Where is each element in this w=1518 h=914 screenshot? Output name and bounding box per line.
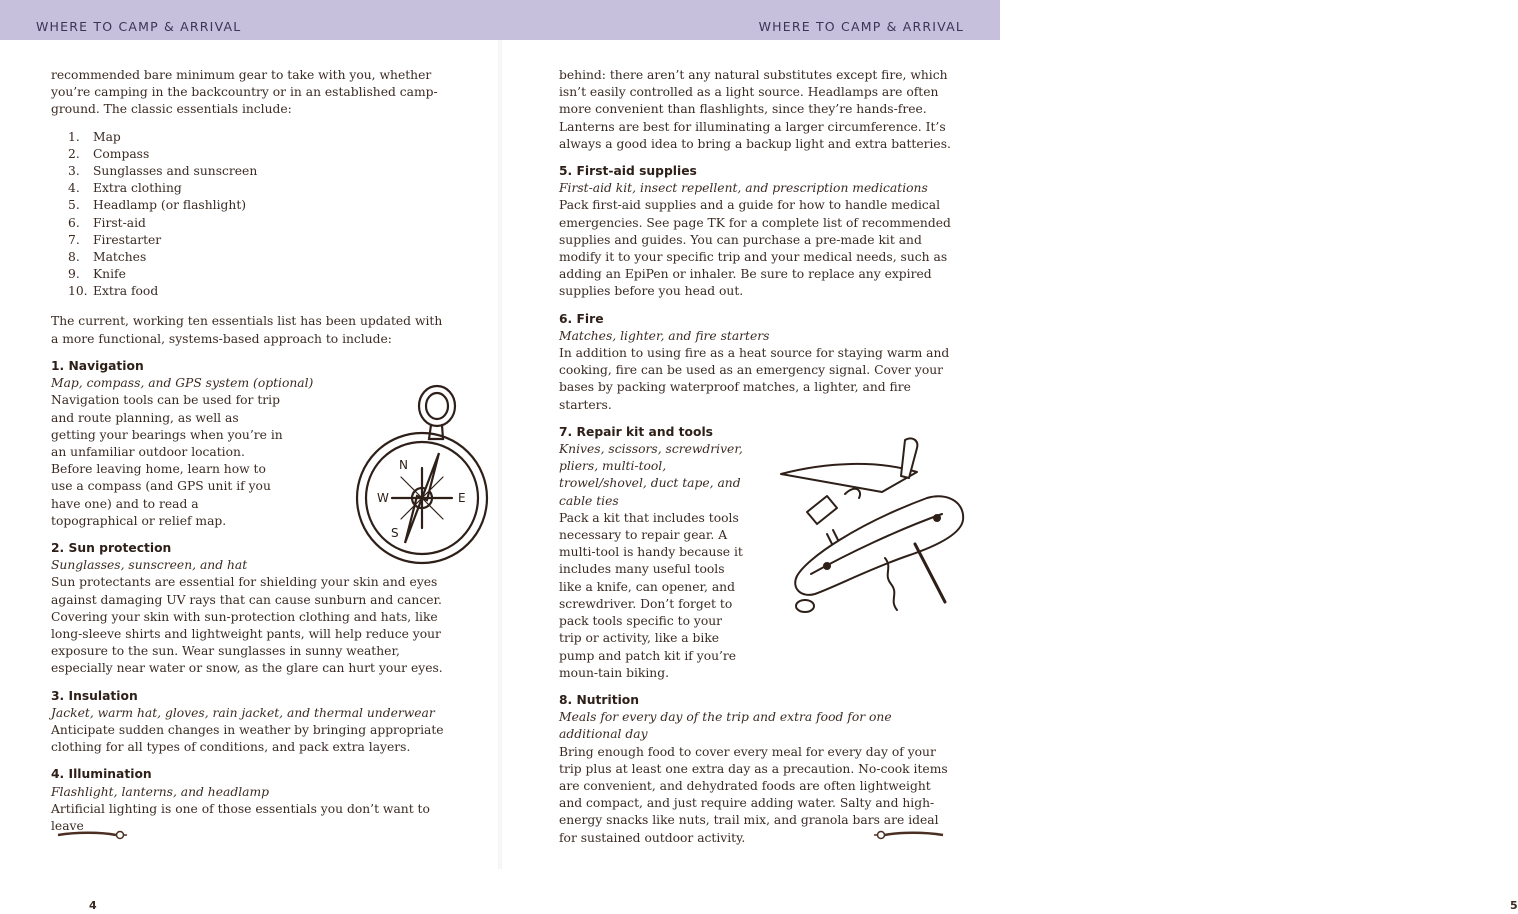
book-gutter (498, 40, 502, 869)
right-page-number: 5 (1510, 899, 1518, 912)
left-footer-ornament-icon (56, 828, 128, 842)
updated-list-intro: The current, working ten essentials list has been updated with a more functional, systems-based approach to include: (51, 314, 443, 346)
svg-text:W: W (377, 491, 389, 505)
section-subtitle: Sunglasses, sunscreen, and hat (51, 558, 248, 573)
section-subtitle: Flashlight, lanterns, and headlamp (51, 784, 269, 799)
section-body: Pack first-aid supplies and a guide for how to handle medical emergencies. See page TK for a complete list of recommended supplies and guides. You can purchase a pre-made kit and modify it to your specific trip and your medical needs, such as adding an EpiPen or inhaler. Be sure to replace any expired supplies before you head out. (559, 198, 951, 299)
right-running-title: WHERE TO CAMP & ARRIVAL (758, 19, 964, 34)
section-subtitle: Matches, lighter, and fire starters (559, 328, 770, 343)
list-item: 2. Compass (68, 146, 150, 161)
multi-tool-knife-icon (767, 434, 967, 624)
section-body: Navigation tools can be used for trip and route planning, as well as getting your bearings when you’re in an unfamiliar outdoor location. Before leaving home, learn how to use a compass (and GPS unit if you have one) and to read a topographical or relief map. (51, 393, 283, 528)
section-subtitle: Jacket, warm hat, gloves, rain jacket, and thermal underwear (51, 705, 435, 720)
list-item: 5. Headlamp (or flashlight) (68, 198, 247, 213)
right-footer-ornament-icon (873, 828, 945, 842)
section-heading: 1. Navigation (51, 358, 144, 373)
section-subtitle: Map, compass, and GPS system (optional) (51, 376, 314, 391)
section-nutrition (559, 692, 954, 847)
section-subtitle: Meals for every day of the trip and extra food for one additional day (559, 710, 892, 742)
section-heading: 4. Illumination (51, 767, 152, 782)
list-item: 7. Firestarter (68, 232, 162, 247)
section-body: Artificial lighting is one of those essentials you don’t want to leave (51, 801, 430, 833)
right-page (559, 67, 1518, 912)
left-page-number: 4 (89, 899, 97, 912)
svg-text:E: E (458, 491, 466, 505)
list-item: 8. Matches (68, 249, 147, 264)
section-illumination (51, 766, 446, 835)
section-heading: 8. Nutrition (559, 692, 640, 707)
left-running-title: WHERE TO CAMP & ARRIVAL (36, 19, 242, 34)
section-heading: 6. Fire (559, 311, 604, 326)
left-page (51, 67, 466, 912)
list-item: 1. Map (68, 129, 121, 144)
list-item: 4. Extra clothing (68, 181, 182, 196)
section-heading: 5. First-aid supplies (559, 164, 697, 179)
list-item: 3. Sunglasses and sunscreen (68, 163, 258, 178)
section-body: Sun protectants are essential for shielding your skin and eyes against damaging UV rays that can cause sunburn and cancer. Covering your skin with sun-protection clothing and hats, like long-sleeve shirts and lightweight pants, will help reduce your exposure to the sun. Wear sunglasses in sunny weather, especially near water or snow, as the glare can hurt your eyes. (51, 575, 443, 676)
section-heading: 3. Insulation (51, 688, 138, 703)
section-body: Anticipate sudden changes in weather by bringing appropriate clothing for all types of conditions, and pack extra layers. (51, 722, 444, 755)
continuation-paragraph: behind: there aren’t any natural substitutes except fire, which isn’t easily controlled as a light source. Headlamps are often more convenient than flashlights, since they’re hands-free. Lanterns are best for illuminating a larger circumference. It’s always a good idea to bring a backup light and extra batteries. (559, 68, 951, 151)
compass-icon (347, 375, 497, 571)
intro-paragraph: recommended bare minimum gear to take with you, whether you’re camping in the backcountry or in an established camp-ground. The classic essentials include: (51, 68, 438, 117)
section-fire (559, 311, 954, 414)
section-subtitle: First-aid kit, insect repellent, and prescription medications (559, 181, 928, 196)
running-header (0, 0, 1000, 40)
section-body: In addition to using fire as a heat source for staying warm and cooking, fire can be used as an emergency signal. Cover your bases by packing waterproof matches, a lighter, and fire starters. (559, 346, 950, 412)
list-item: 10. Extra food (68, 284, 159, 299)
section-insulation (51, 688, 446, 757)
list-item: 6. First-aid (68, 215, 146, 230)
section-subtitle: Knives, scissors, screwdriver, pliers, multi-tool, trowel/shovel, duct tape, and cable ties (559, 442, 743, 508)
section-first-aid (559, 163, 954, 301)
classic-essentials-list (51, 129, 446, 301)
svg-text:N: N (399, 458, 408, 472)
section-body: Pack a kit that includes tools necessary to repair gear. A multi-tool is handy because it includes many useful tools like a knife, can opener, and screwdriver. Don’t forget to pack tools specific to your trip or activity, like a bike pump and patch kit if you’re moun-tain biking. (559, 510, 743, 680)
section-body: Bring enough food to cover every meal for every day of your trip plus at least one extra day as a precaution. No-cook items are convenient, and dehydrated foods are often lightweight and compact, and just require adding water. Salty and high-energy snacks like nuts, trail mix, and granola bars are ideal for sustained outdoor activity. (559, 744, 948, 845)
section-heading: 7. Repair kit and tools (559, 424, 713, 439)
section-heading: 2. Sun protection (51, 540, 172, 555)
list-item: 9. Knife (68, 267, 126, 282)
svg-text:S: S (391, 526, 399, 540)
